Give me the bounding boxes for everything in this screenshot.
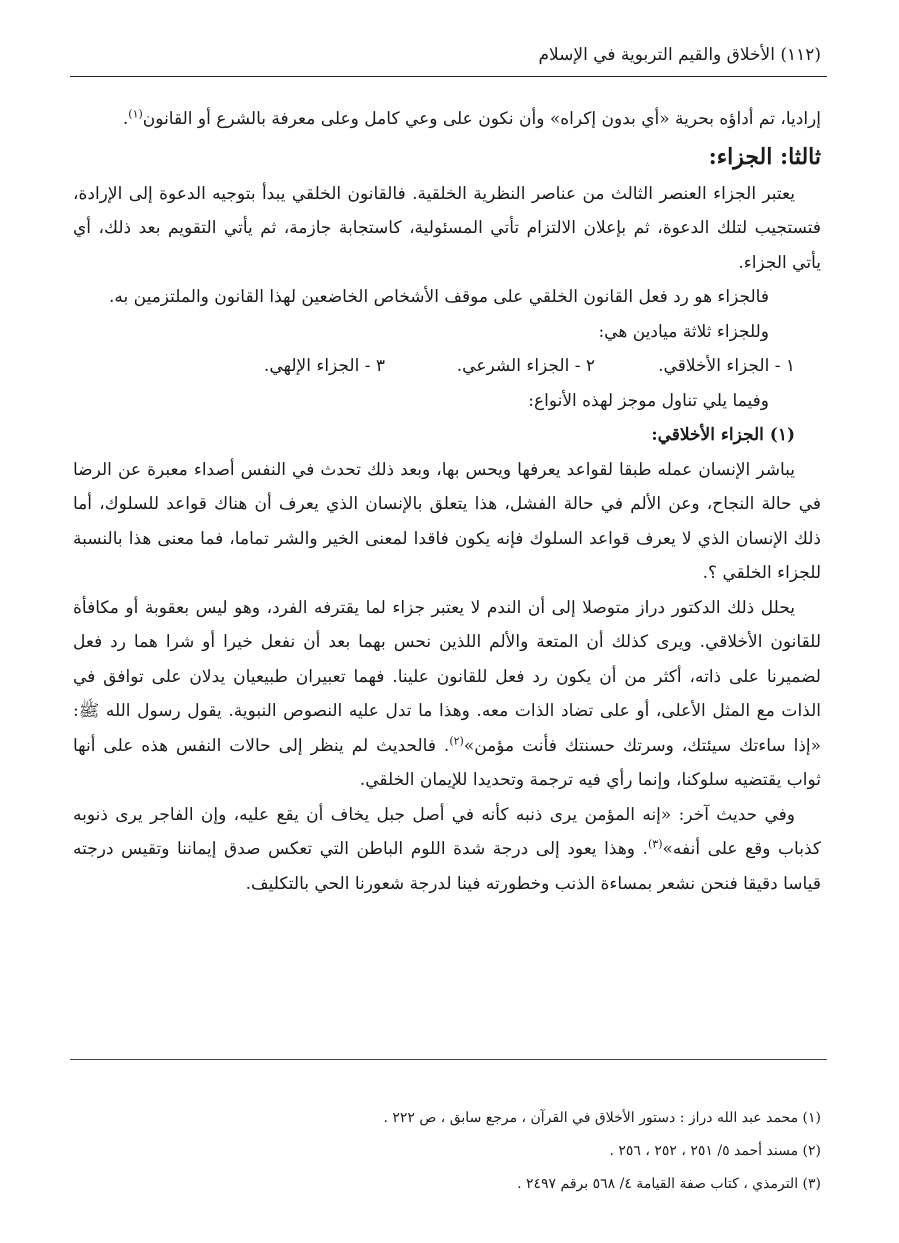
footnote-ref-3: (٣) [647, 837, 663, 851]
paragraph-draz-end: . فالحديث لم ينظر إلى حالات النفس هذه على أنها ثواب يقتضيه سلوكنا، وإنما رأي فيه ترجمة وتحديدا للإيمان الخلقي. [73, 735, 821, 790]
paragraph-draz-analysis [73, 591, 821, 798]
kind-item-moral: ١ - الجزاء الأخلاقي. [658, 356, 795, 376]
page-body [73, 102, 821, 901]
continuation-text: إراديا، تم أداؤه بحرية «أي بدون إكراه» وأن نكون على وعي كامل وعلى معرفة بالشرع أو القانون [142, 109, 821, 129]
footnote-2: (٢) مسند أحمد ٥/ ٢٥١ ، ٢٥٢ ، ٢٥٦ . [609, 1143, 821, 1159]
paragraph-hadith-text: وفي حديث آخر: «إنه المؤمن يرى ذنبه كأنه في أصل جبل يخاف أن يقع عليه، وإن الفاجر يرى ذنوبه كذباب وقع على أنفه» [73, 804, 821, 859]
footnotes [73, 1102, 821, 1201]
header-rule [70, 76, 827, 77]
footnote-3: (٣) الترمذي ، كتاب صفة القيامة ٤/ ٥٦٨ برقم ٢٤٩٧ . [517, 1176, 821, 1192]
section-heading: ثالثا: الجزاء: [708, 143, 821, 170]
paragraph-fields: وللجزاء ثلاثة ميادين هي: [598, 321, 769, 342]
footnote-ref-1: (١) [128, 107, 143, 121]
paragraph-definition: فالجزاء هو رد فعل القانون الخلقي على موقف الأشخاص الخاضعين لهذا القانون والملتزمين به. [108, 287, 769, 307]
continuation-end: . [122, 109, 129, 129]
kind-item-legal: ٢ - الجزاء الشرعي. [456, 356, 595, 376]
subsection-heading: (١) الجزاء الأخلاقي: [651, 425, 795, 445]
kind-item-divine: ٣ - الجزاء الإلهي. [263, 356, 385, 376]
paragraph-moral-sanction: يباشر الإنسان عمله طبقا لقواعد يعرفها ويحس بها، وبعد ذلك تحدث في النفس أصداء معبرة عن الرضا في حالة النجاح، وعن الألم في حالة الفشل، هذا يتعلق بالإنسان الذي يعرف أن هناك قواعد للسلوك، أما ذلك الإنسان الذي لا يعرف قواعد السلوك فإنه يكون فاقدا لمعنى الخير والشر تماما، فما معنى هذا بالنسبة للجزاء الخلقي ؟. [73, 459, 821, 583]
footnote-1: (١) محمد عبد الله دراز : دستور الأخلاق في القرآن ، مرجع سابق ، ص ٢٢٢ . [383, 1110, 821, 1126]
paragraph-overview: وفيما يلي تناول موجز لهذه الأنواع: [528, 390, 769, 411]
continuation-line [73, 102, 821, 137]
paragraph-hadith-end: . وهذا يعود إلى درجة شدة اللوم الباطن التي تعكس صدق إيماننا وتقيس درجته قياسا دقيقا فنحن نشعر بمساءة الذنب وخطورته فينا لدرجة شعورنا الحي بالتكليف. [73, 839, 821, 894]
kinds-list [73, 349, 821, 384]
footnote-rule [70, 1059, 827, 1060]
paragraph-intro: يعتبر الجزاء العنصر الثالث من عناصر النظرية الخلقية. فالقانون الخلقي يبدأ بتوجيه الدعوة إلى الإرادة، فتستجيب لتلك الدعوة، ثم بإعلان الالتزام تأتي المسئولية، كاستجابة جازمة، ثم يأتي التقويم بعد ذلك، أي يأتي الجزاء. [73, 183, 821, 273]
paragraph-draz-text: يحلل ذلك الدكتور دراز متوصلا إلى أن الندم لا يعتبر جزاء لما يقترفه الفرد، وهو ليس بعقوبة أو مكافأة للقانون الأخلاقي. ويرى كذلك أن المتعة والألم اللذين نحس بهما بعد أن نفعل خيرا أو شرا هما رد فعل لضميرنا على ذاته، أكثر من أن يكون رد فعل للقانون علينا. فهما تعبيران طبيعيان يدلان على توافق في الذات مع المثل الأعلى، أو على تضاد الذات معه. وهذا ما تدل عليه النصوص النبوية. يقول رسول الله ﷺ: «إذا ساءتك سيئتك، وسرتك حسنتك فأنت مؤمن» [73, 597, 822, 756]
running-header: (١١٢) الأخلاق والقيم التربوية في الإسلام [538, 45, 821, 65]
footnote-ref-2: (٢) [449, 733, 464, 747]
paragraph-second-hadith [73, 798, 821, 902]
